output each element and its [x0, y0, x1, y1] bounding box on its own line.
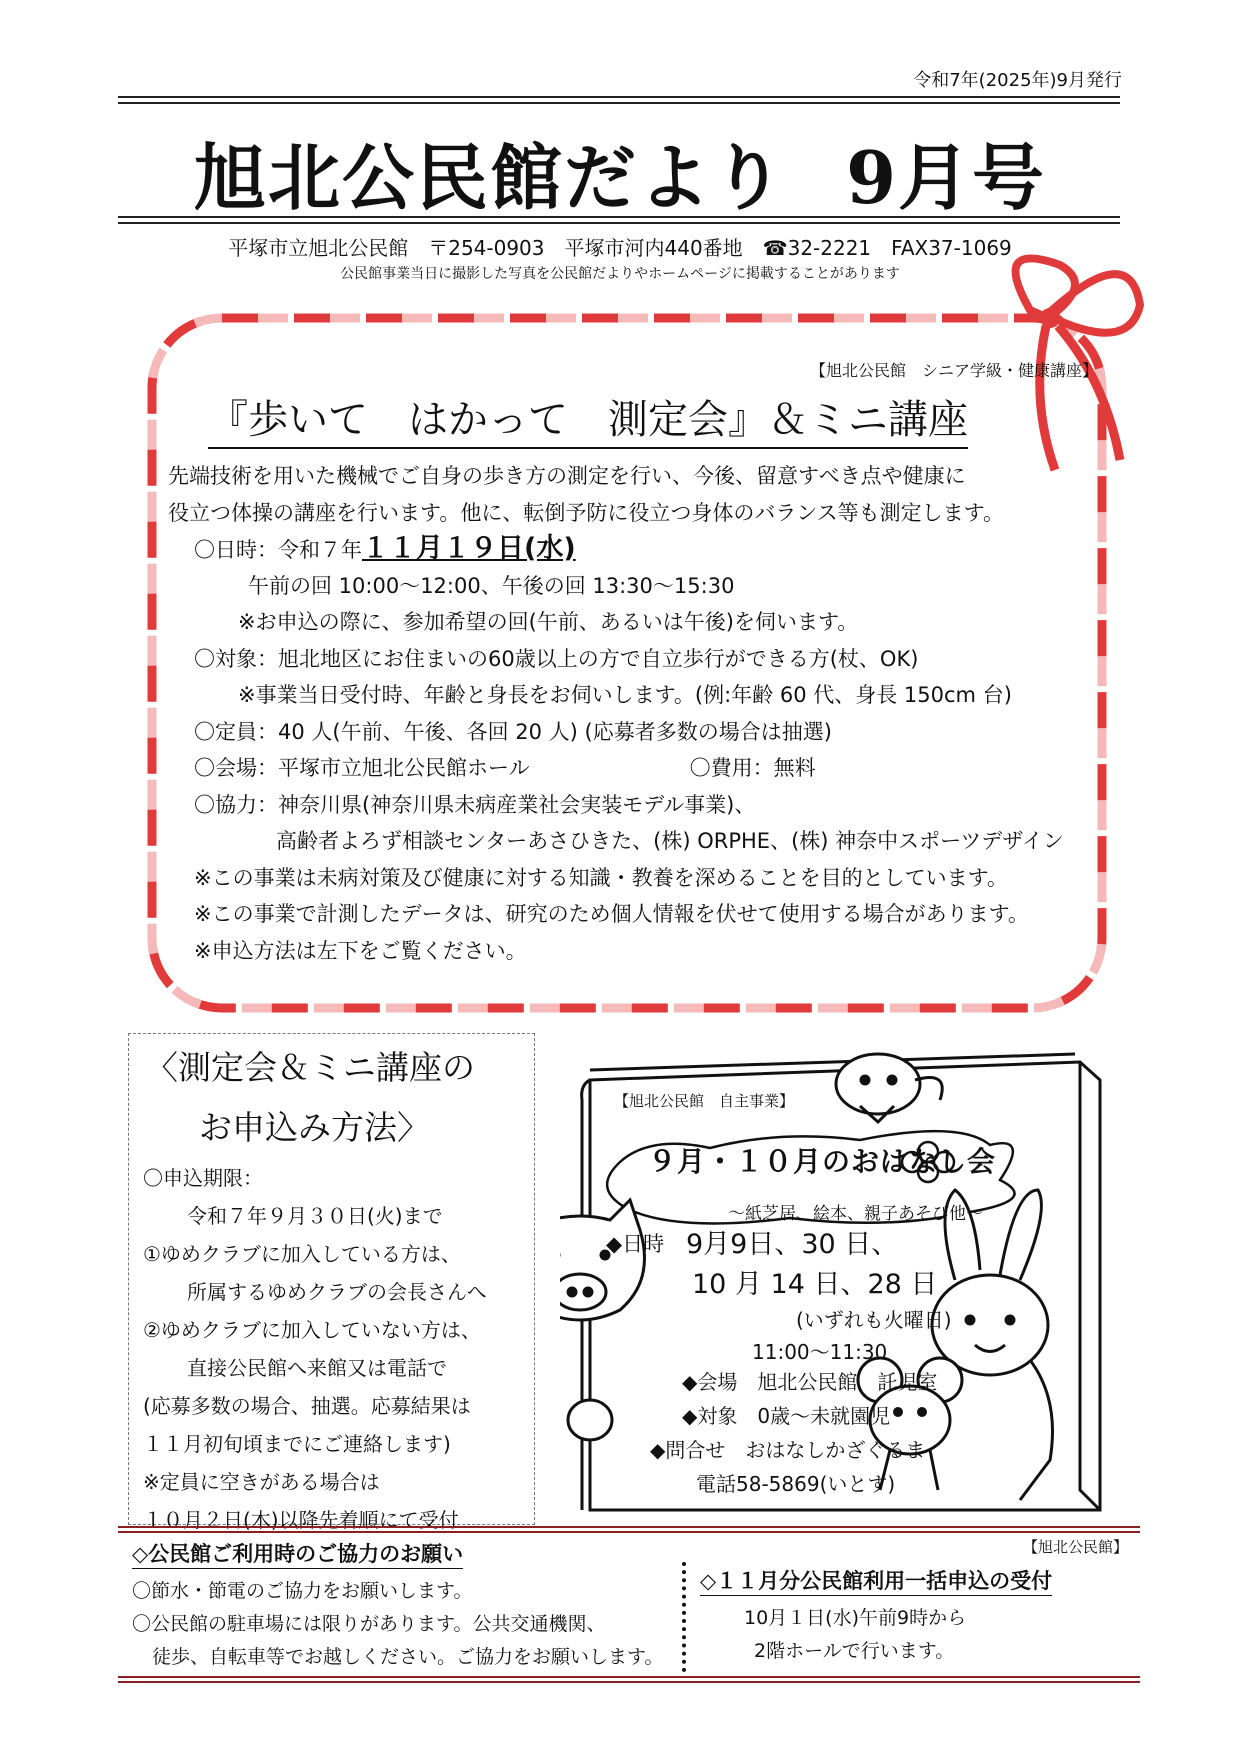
footer-rule-top-2: [118, 1531, 1140, 1533]
storytime-phone: 電話58-5869(いとす): [696, 1472, 896, 1496]
cooperation-line-3: 徒歩、自転車等でお越しください。ご協力をお願いします。: [152, 1646, 664, 1668]
footer-rule-bottom-2: [118, 1681, 1140, 1683]
issue-date: 令和7年(2025年)9月発行: [913, 70, 1122, 91]
main-target: 〇対象：旭北地区にお住まいの60歳以上の方で自立歩行ができる方(杖、OK): [194, 646, 919, 671]
application-note-1: (応募多数の場合、抽選。応募結果は: [143, 1394, 471, 1418]
application-details: [143, 1159, 538, 1539]
main-fee: 〇費用：無料: [689, 756, 816, 780]
main-desc-1: 先端技術を用いた機械でご自身の歩き方の測定を行い、今後、留意すべき点や健康に: [168, 464, 966, 488]
application-box: [128, 1033, 535, 1532]
main-date-value: １１月１９日(水): [362, 533, 576, 564]
main-venue-fee-row: [168, 750, 1098, 787]
application-title-2: お申込み方法〉: [199, 1108, 430, 1147]
main-date-row: [168, 531, 1098, 568]
main-times: 午前の回 10:00～12:00、午後の回 13:30～15:30: [248, 573, 735, 598]
bird-icon: [836, 1054, 942, 1122]
main-cooperation: 〇協力：神奈川県(神奈川県未病産業社会実装モデル事業)、: [194, 792, 756, 817]
application-period-label: 〇申込期限：: [143, 1166, 263, 1190]
main-event-category: 【旭北公民館 シニア学級・健康講座】: [809, 361, 1098, 380]
storytime-weekday: (いずれも火曜日): [796, 1308, 952, 1332]
application-item-2: ②ゆめクラブに加入していない方は、: [143, 1318, 481, 1342]
photo-notice: 公民館事業当日に撮影した写真を公民館だよりやホームページに掲載することがあります: [340, 266, 900, 282]
storytime-subtitle: ～紙芝居、絵本、親子あそび他～: [728, 1204, 983, 1224]
main-event-box: [158, 320, 1098, 1010]
footer-credit: 【旭北公民館】: [1022, 1538, 1128, 1556]
cooperation-title: ◇公民館ご利用時のご協力のお願い: [132, 1538, 463, 1569]
storytime-contact: ◆問合せ おはなしかざぐるま: [650, 1438, 926, 1462]
main-capacity: 〇定員：40 人(午前、午後、各回 20 人) (応募者多数の場合は抽選): [194, 719, 832, 744]
cooperation-details: [132, 1575, 663, 1674]
booking-line-1: 10月１日(水)午前9時から: [744, 1607, 967, 1629]
storytime-date-2: 10 月 14 日、28 日: [692, 1269, 938, 1300]
storytime-date-1: 9月9日、30 日、: [686, 1229, 899, 1260]
footer-divider: [682, 1562, 686, 1672]
main-note-1: ※この事業は未病対策及び健康に対する知識・教養を深めることを目的としています。: [194, 865, 1008, 890]
issue-number: 9月号: [845, 135, 1047, 220]
main-note-3: ※申込方法は左下をご覧ください。: [194, 938, 527, 963]
storytime-title: ９月・１０月のおはなし会: [648, 1145, 997, 1178]
storytime-venue: ◆会場 旭北公民館 託児室: [682, 1370, 938, 1394]
title-text: 旭北公民館だより: [193, 135, 786, 220]
booking-details: [744, 1602, 966, 1668]
application-item-2b: 直接公民館へ来館又は電話で: [187, 1356, 447, 1380]
footer-rule-bottom: [118, 1676, 1140, 1678]
booking-title: ◇１１月分公民館利用一括申込の受付: [700, 1565, 1052, 1596]
application-item-1: ①ゆめクラブに加入している方は、: [143, 1242, 461, 1266]
application-item-1b: 所属するゆめクラブの会長さんへ: [187, 1280, 487, 1304]
application-note-2: １１月初旬頃までにご連絡します): [143, 1432, 451, 1456]
application-period-value: 令和７年９月３０日(火)まで: [187, 1204, 443, 1228]
main-venue: 〇会場：平塚市立旭北公民館ホール: [194, 756, 530, 780]
storytime-time: 11:00～11:30: [752, 1340, 888, 1364]
main-event-details: [168, 458, 1098, 969]
application-title-1: 〈測定会＆ミニ講座の: [145, 1048, 475, 1087]
cooperation-line-1: 〇節水・節電のご協力をお願いします。: [132, 1580, 473, 1602]
address-line: 平塚市立旭北公民館 〒254-0903 平塚市河内440番地 ☎32-2221 FAX37-1069: [228, 236, 1012, 260]
cooperation-line-2: 〇公民館の駐車場には限りがあります。公共交通機関、: [132, 1613, 606, 1635]
storytime-target: ◆対象 0歳～未就園児: [682, 1404, 891, 1428]
application-note-4: １０月２日(木)以降先着順にて受付: [143, 1508, 459, 1532]
main-target-note: ※事業当日受付時、年齢と身長をお伺いします。(例:年齢 60 代、身長 150cm 台): [238, 683, 1012, 707]
main-note-2: ※この事業で計測したデータは、研究のため個人情報を伏せて使用する場合があります。: [194, 902, 1029, 926]
storytime-date-label: ◆日時: [606, 1232, 665, 1256]
footer-rule-top: [118, 1526, 1140, 1528]
storytime-category: 【旭北公民館 自主事業】: [614, 1092, 795, 1110]
rabbit-icon: [932, 1190, 1053, 1500]
application-note-3: ※定員に空きがある場合は: [143, 1470, 380, 1494]
main-cooperation-2: 高齢者よろず相談センターあさひきた、(株) ORPHE、(株) 神奈中スポーツデザイン: [276, 829, 1064, 853]
main-event-title: 『歩いて はかって 測定会』＆ミニ講座: [208, 388, 968, 449]
main-date-label: 〇日時：令和７年: [194, 538, 362, 562]
main-times-note: ※お申込の際に、参加希望の回(午前、あるいは午後)を伺います。: [238, 610, 859, 634]
booking-line-2: 2階ホールで行います。: [754, 1640, 955, 1662]
main-desc-2: 役立つ体操の講座を行います。他に、転倒予防に役立つ身体のバランス等も測定します。: [168, 500, 1005, 525]
